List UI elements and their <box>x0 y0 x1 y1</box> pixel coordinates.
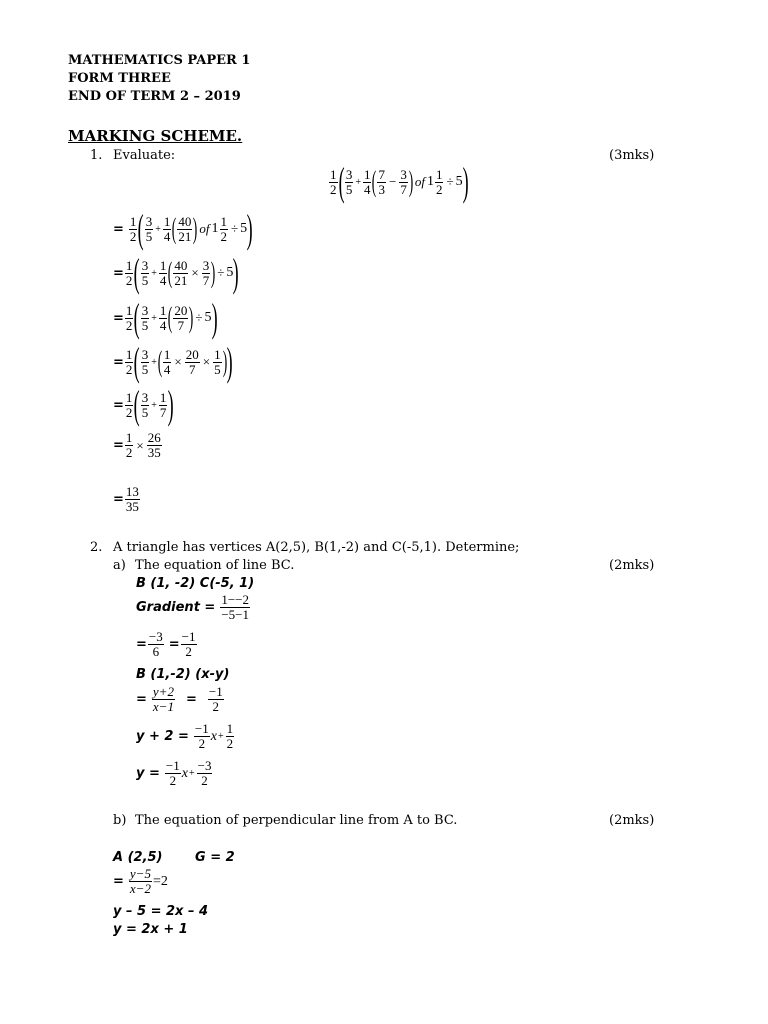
q2b-text: The equation of perpendicular line from A to BC. <box>135 813 458 828</box>
fraction: $\frac{1}{2}$ <box>330 166 337 197</box>
q1-marks: (3mks) <box>609 148 655 163</box>
q2b-gradient: G = 2 <box>195 850 235 865</box>
q1-step-2: = $\frac{1}{2}$ ( $\frac{3}{5}$ + $\frac{1}{4}$ ( $\frac{40}{21}$ × $\frac{3}{7}$ ) ÷ 5 ) <box>113 250 240 295</box>
q1-step-4: = $\frac{1}{2}$ ( $\frac{3}{5}$ + ( $\frac{1}{4}$ × $\frac{20}{7}$ × $\frac{1}{5}$ ) ) <box>113 339 233 384</box>
q1-step-6: = $\frac{1}{2}$ × $\frac{26}{35}$ <box>113 430 161 460</box>
q1-step-1: = $\frac{1}{2}$ ( $\frac{3}{5}$ + $\frac{1}{4}$ ( $\frac{40}{21}$ ) of 1 $\frac{1}{2}$ ÷ 5 ) <box>113 206 253 251</box>
q2-number: 2. <box>90 540 103 555</box>
q2a-text: The equation of line BC. <box>135 558 295 573</box>
q2b-point-a: A (2,5) <box>113 850 163 865</box>
marking-scheme-title: MARKING SCHEME. <box>68 127 243 145</box>
q2a-gradient-simplified: = $\frac{-3}{6}$ = $\frac{-1}{2}$ <box>136 629 196 659</box>
header-line-3: END OF TERM 2 – 2019 <box>68 89 241 104</box>
q1-step-5: = $\frac{1}{2}$ ( $\frac{3}{5}$ + $\frac{1}{7}$ ) <box>113 382 175 427</box>
q2b-line-answer: y = 2x + 1 <box>113 922 188 937</box>
q2a-gradient: Gradient = $\frac{1--2}{-5-1}$ <box>136 592 249 622</box>
q2b-label: b) <box>113 813 127 828</box>
q2a-line-answer: y = $\frac{-1}{2}$ x + $\frac{-3}{2}$ <box>136 758 212 788</box>
q2a-marks: (2mks) <box>609 558 655 573</box>
header-line-1: MATHEMATICS PAPER 1 <box>68 53 251 68</box>
q2a-points: B (1, -2) C(-5, 1) <box>136 576 255 591</box>
q2a-point-xy: B (1,-2) (x-y) <box>136 667 230 682</box>
q2a-slope-equation: = $\frac{y+2}{x-1}$ = $\frac{-1}{2}$ <box>136 684 223 714</box>
q2a-line-step: y + 2 = $\frac{-1}{2}$ x + $\frac{1}{2}$ <box>136 721 234 751</box>
q2b-line-step: y – 5 = 2x – 4 <box>113 904 209 919</box>
q2-text: A triangle has vertices A(2,5), B(1,-2) and C(-5,1). Determine; <box>113 540 520 555</box>
q1-step-3: = $\frac{1}{2}$ ( $\frac{3}{5}$ + $\frac{1}{4}$ ( $\frac{20}{7}$ ) ÷ 5 ) <box>113 295 218 340</box>
header-line-2: FORM THREE <box>68 71 171 86</box>
q1-number: 1. <box>90 148 103 163</box>
q1-text: Evaluate: <box>113 148 176 163</box>
q2a-label: a) <box>113 558 126 573</box>
q2b-marks: (2mks) <box>609 813 655 828</box>
q1-expression: $\frac{1}{2}$ ( $\frac{3}{5}$ + $\frac{1}{4}$ ( $\frac{7}{3}$ − $\frac{3}{7}$ ) of 1 $\frac{1}{2}$ ÷ 5 ) <box>330 159 469 204</box>
q1-answer: = $\frac{13}{35}$ <box>113 484 139 514</box>
q2b-slope-equation: = $\frac{y-5}{x-2}$ =2 <box>113 866 168 896</box>
